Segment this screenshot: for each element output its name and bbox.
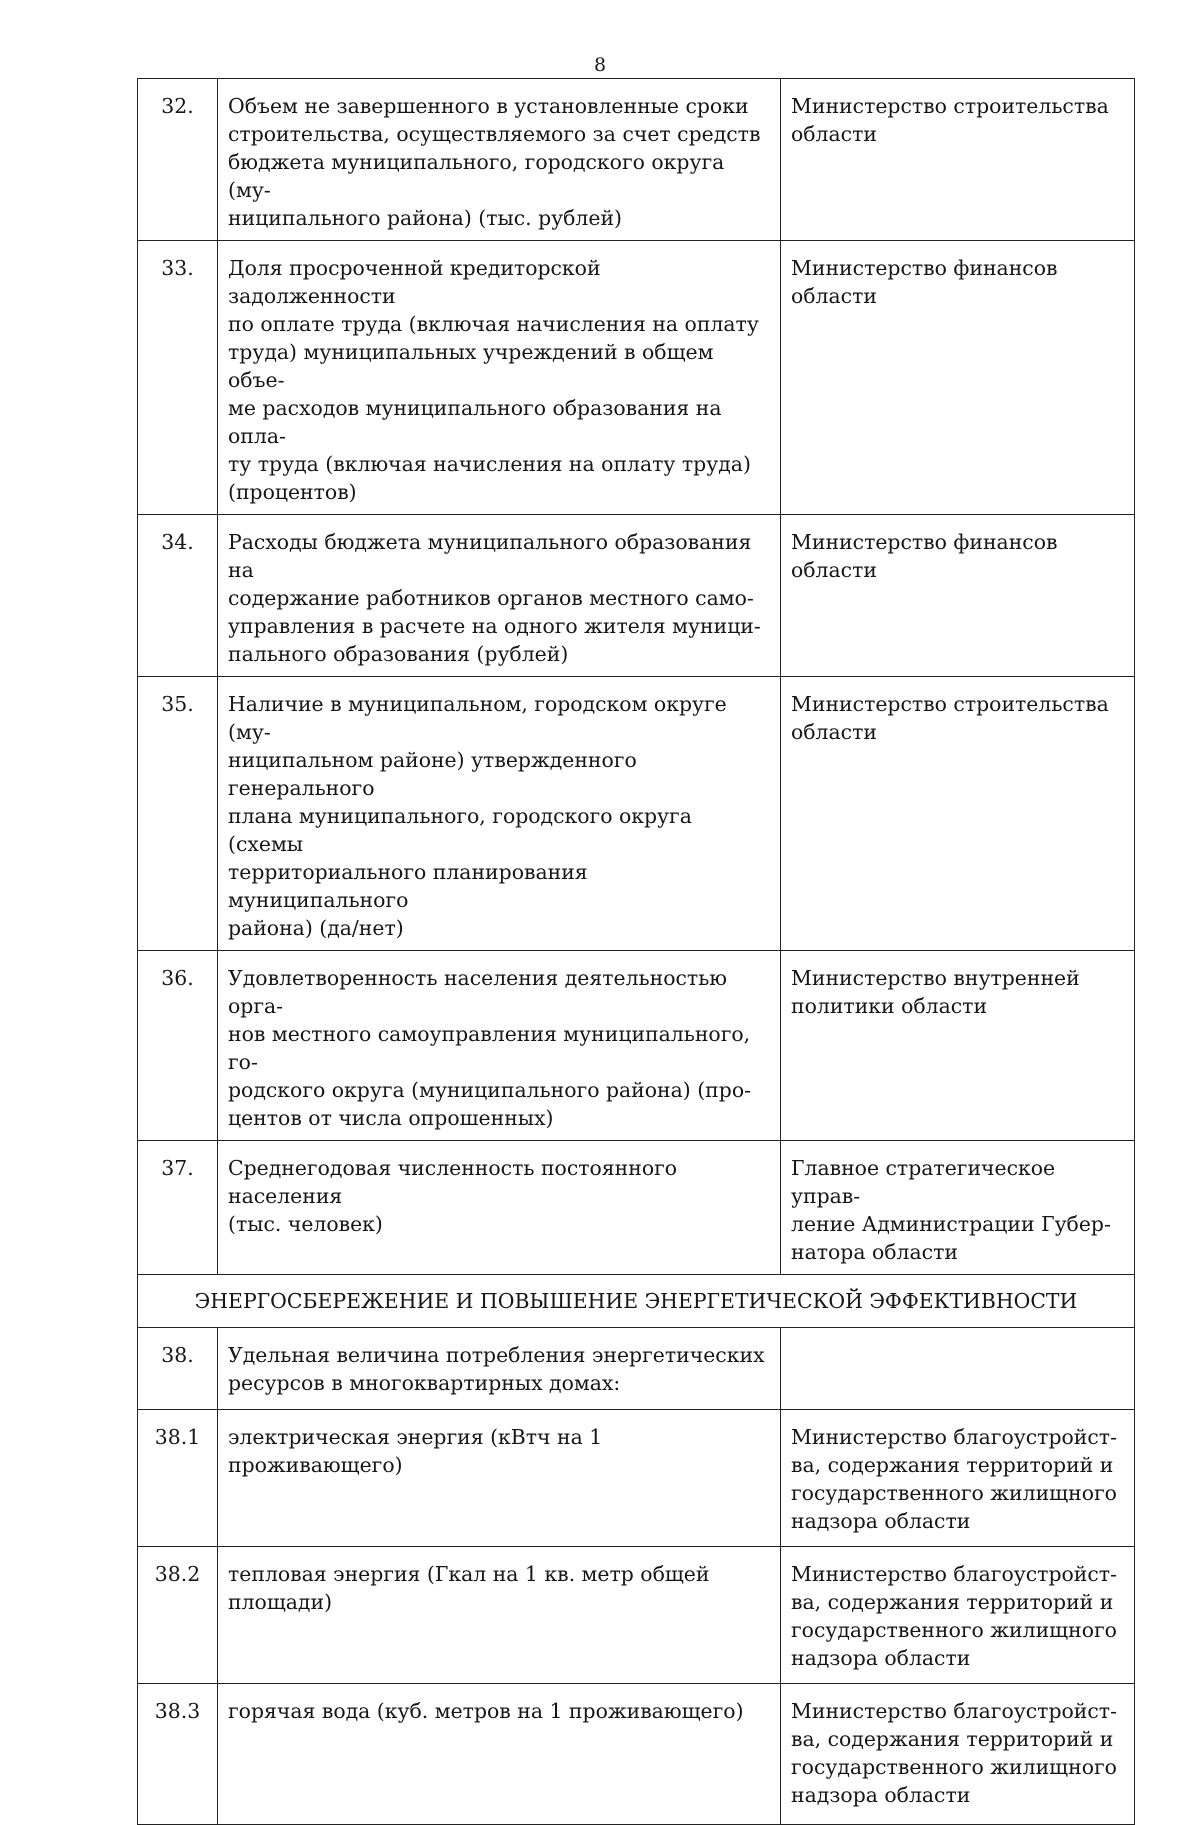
responsible-ministry: Главное стратегическое управ- ление Администрации Губер- натора области [781, 1141, 1135, 1275]
table-row [138, 951, 1135, 1141]
responsible-ministry: Министерство строительства области [781, 79, 1135, 241]
indicator-name: Наличие в муниципальном, городском округе (му- ниципальном районе) утвержденного генерального плана муниципального, городского округа (схемы территориального планирования муниципального района) (да/нет) [218, 677, 781, 951]
section-title: ЭНЕРГОСБЕРЕЖЕНИЕ И ПОВЫШЕНИЕ ЭНЕРГЕТИЧЕСКОЙ ЭФФЕКТИВНОСТИ [138, 1275, 1135, 1328]
row-number: 37. [138, 1141, 218, 1275]
indicator-name: Расходы бюджета муниципального образования на содержание работников органов местного само- управления в расчете на одного жителя муници- пального образования (рублей) [218, 515, 781, 677]
section-header-row [138, 1275, 1135, 1328]
indicator-name: Доля просроченной кредиторской задолженности по оплате труда (включая начисления на оплату труда) муниципальных учреждений в общем объе- ме расходов муниципального образования на опла- ту труда (включая начисления на оплату труда) (процентов) [218, 241, 781, 515]
indicator-name: Удельная величина потребления энергетических ресурсов в многоквартирных домах: [218, 1328, 781, 1410]
indicator-name: электрическая энергия (кВтч на 1 проживающего) [218, 1410, 781, 1547]
table-row [138, 1410, 1135, 1547]
table-row [138, 1547, 1135, 1684]
responsible-ministry: Министерство благоустройст- ва, содержания территорий и государственного жилищного надзора области [781, 1547, 1135, 1684]
indicator-name: горячая вода (куб. метров на 1 проживающего) [218, 1684, 781, 1825]
page-number: 8 [593, 54, 607, 76]
indicators-table [137, 78, 1135, 1825]
row-number: 38. [138, 1328, 218, 1410]
indicator-name: Среднегодовая численность постоянного населения (тыс. человек) [218, 1141, 781, 1275]
indicator-name: Объем не завершенного в установленные сроки строительства, осуществляемого за счет средств бюджета муниципального, городского округа (му- ниципального района) (тыс. рублей) [218, 79, 781, 241]
row-number: 38.3 [138, 1684, 218, 1825]
row-number: 38.1 [138, 1410, 218, 1547]
responsible-ministry: Министерство финансов области [781, 515, 1135, 677]
table-row [138, 677, 1135, 951]
indicator-name: тепловая энергия (Гкал на 1 кв. метр общей площади) [218, 1547, 781, 1684]
row-number: 35. [138, 677, 218, 951]
table-row [138, 79, 1135, 241]
responsible-ministry: Министерство благоустройст- ва, содержания территорий и государственного жилищного надзора области [781, 1410, 1135, 1547]
table-row [138, 1684, 1135, 1825]
indicator-name: Удовлетворенность населения деятельностью орга- нов местного самоуправления муниципального, го- родского округа (муниципального района) (про- центов от числа опрошенных) [218, 951, 781, 1141]
responsible-ministry: Министерство внутренней политики области [781, 951, 1135, 1141]
table-row [138, 515, 1135, 677]
responsible-ministry: Министерство благоустройст- ва, содержания территорий и государственного жилищного надзора области [781, 1684, 1135, 1825]
responsible-ministry: Министерство финансов области [781, 241, 1135, 515]
table-row [138, 1328, 1135, 1410]
responsible-ministry [781, 1328, 1135, 1410]
row-number: 38.2 [138, 1547, 218, 1684]
responsible-ministry: Министерство строительства области [781, 677, 1135, 951]
row-number: 34. [138, 515, 218, 677]
table-row [138, 241, 1135, 515]
table-row [138, 1141, 1135, 1275]
row-number: 32. [138, 79, 218, 241]
row-number: 33. [138, 241, 218, 515]
row-number: 36. [138, 951, 218, 1141]
